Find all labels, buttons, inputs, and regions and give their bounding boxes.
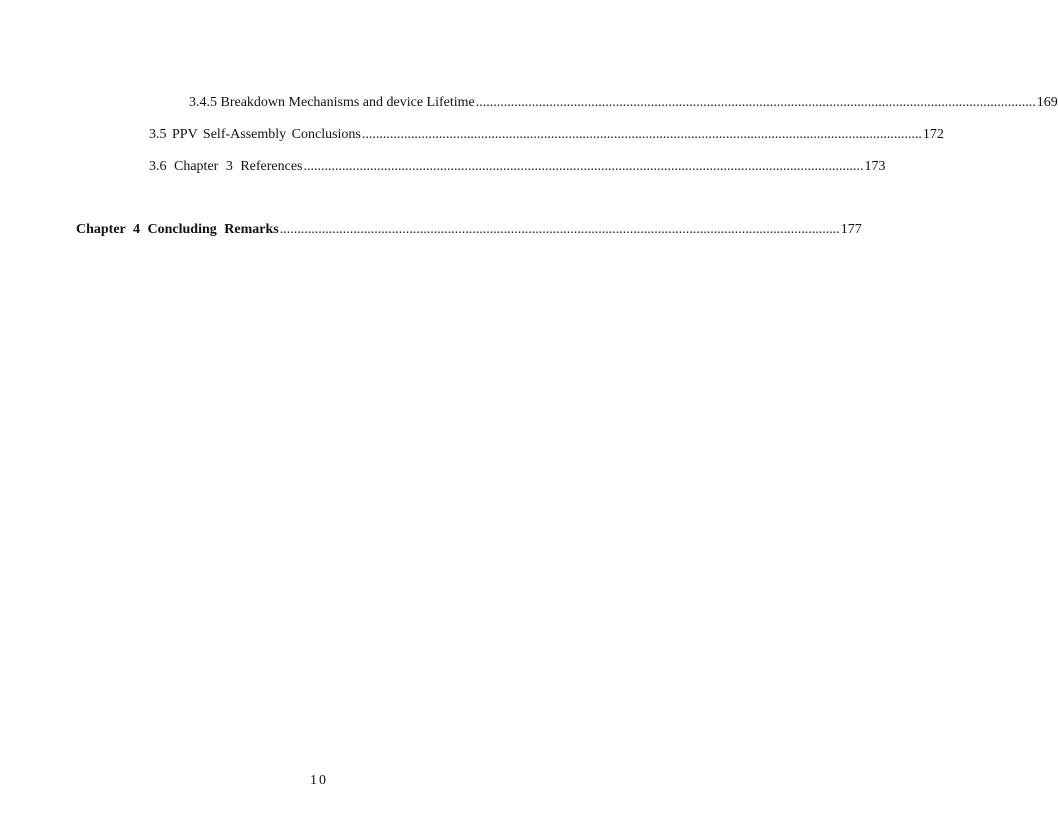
toc-entry-3-5 [149,126,944,144]
toc-entry-page: 172 [922,127,944,142]
toc-leader-dots: ................................................................................................................................................................ [361,127,922,142]
toc-leader-dots: ................................................................................................................................................................ [475,95,1036,110]
toc-entry-title: Chapter 4 Concluding Remarks [76,222,279,237]
toc-entry-chapter-4 [76,221,862,239]
toc-entry-title: 3.4.5 Breakdown Mechanisms and device Lifetime [189,95,475,110]
toc-leader-dots: ................................................................................................................................................................ [279,222,840,237]
toc-entry-page: 173 [864,159,886,174]
toc-leader-dots: ................................................................................................................................................................ [303,159,864,174]
toc-entry-title: 3.6 Chapter 3 References [149,159,303,174]
page-number: 10 [310,773,328,788]
toc-entry-page: 169 [1036,95,1058,110]
toc-entry-page: 177 [840,222,862,237]
toc-entry-title: 3.5 PPV Self-Assembly Conclusions [149,127,361,142]
toc-entry-3-4-5 [189,94,1058,112]
toc-entry-3-6 [149,158,886,176]
